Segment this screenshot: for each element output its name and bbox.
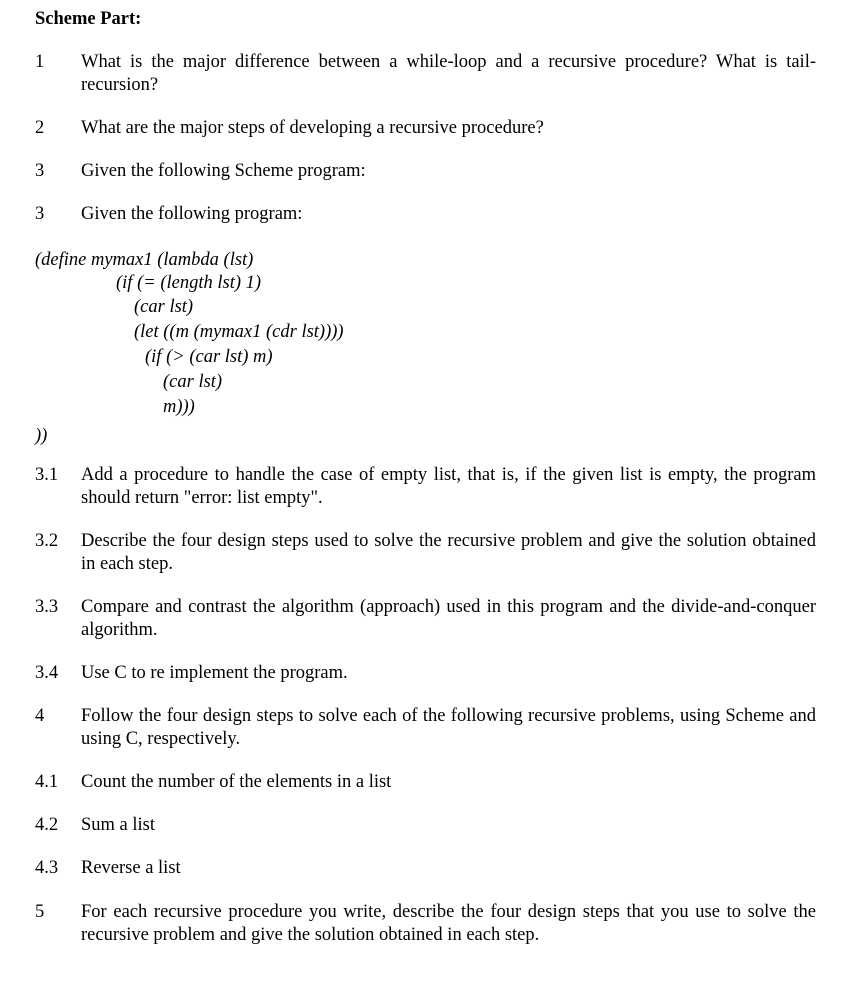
question-text: Sum a list <box>81 815 156 835</box>
question-text: Given the following Scheme program: <box>81 161 366 181</box>
code-line: (if (= (length lst) 1) <box>116 273 262 293</box>
question-text: Use C to re implement the program. <box>81 663 348 683</box>
question-number: 3.4 <box>35 663 59 683</box>
question-text: Given the following program: <box>81 204 303 224</box>
question-2 <box>35 117 816 140</box>
question-number: 4.2 <box>35 815 59 835</box>
question-number: 3.3 <box>35 597 59 617</box>
code-line: (car lst) <box>134 297 194 317</box>
question-5 <box>35 901 816 947</box>
question-4-3 <box>35 857 816 880</box>
question-text: Reverse a list <box>81 858 181 878</box>
question-text: What is the major difference between a while-loop and a recursive procedure? What is tail-recursion? <box>81 52 816 95</box>
question-number: 5 <box>35 902 45 922</box>
question-number: 3 <box>35 161 45 181</box>
question-text: For each recursive procedure you write, describe the four design steps that you use to solve the recursive problem and give the solution obtained in each step. <box>81 902 816 945</box>
question-text: Describe the four design steps used to solve the recursive problem and give the solution obtained in each step. <box>81 531 816 574</box>
question-4-1 <box>35 771 816 794</box>
section-title: Scheme Part: <box>35 9 142 29</box>
question-text: Compare and contrast the algorithm (approach) used in this program and the divide-and-conquer algorithm. <box>81 597 816 640</box>
question-number: 3 <box>35 204 45 224</box>
question-3-1 <box>35 464 816 510</box>
question-number: 1 <box>35 52 45 72</box>
question-4-2 <box>35 814 816 837</box>
question-1 <box>35 51 816 97</box>
question-number: 3.1 <box>35 465 59 485</box>
question-number: 4 <box>35 706 45 726</box>
question-number: 2 <box>35 118 45 138</box>
question-3-4 <box>35 662 816 685</box>
question-text: Add a procedure to handle the case of empty list, that is, if the given list is empty, the program should return "error: list empty". <box>81 465 816 508</box>
code-line: (if (> (car lst) m) <box>145 347 273 367</box>
question-number: 4.3 <box>35 858 59 878</box>
question-3-3 <box>35 596 816 642</box>
question-text: What are the major steps of developing a recursive procedure? <box>81 118 544 138</box>
question-text: Follow the four design steps to solve each of the following recursive problems, using Scheme and using C, respectively. <box>81 706 816 749</box>
question-number: 3.2 <box>35 531 59 551</box>
code-line: )) <box>35 426 48 446</box>
question-4 <box>35 705 816 751</box>
question-text: Count the number of the elements in a list <box>81 772 392 792</box>
question-number: 4.1 <box>35 772 59 792</box>
code-line: (car lst) <box>163 372 223 392</box>
question-3b <box>35 203 816 226</box>
code-line: m))) <box>163 397 195 417</box>
question-3a <box>35 160 816 183</box>
question-3-2 <box>35 530 816 576</box>
code-line: (define mymax1 (lambda (lst) <box>35 250 254 270</box>
code-line: (let ((m (mymax1 (cdr lst)))) <box>134 322 344 342</box>
